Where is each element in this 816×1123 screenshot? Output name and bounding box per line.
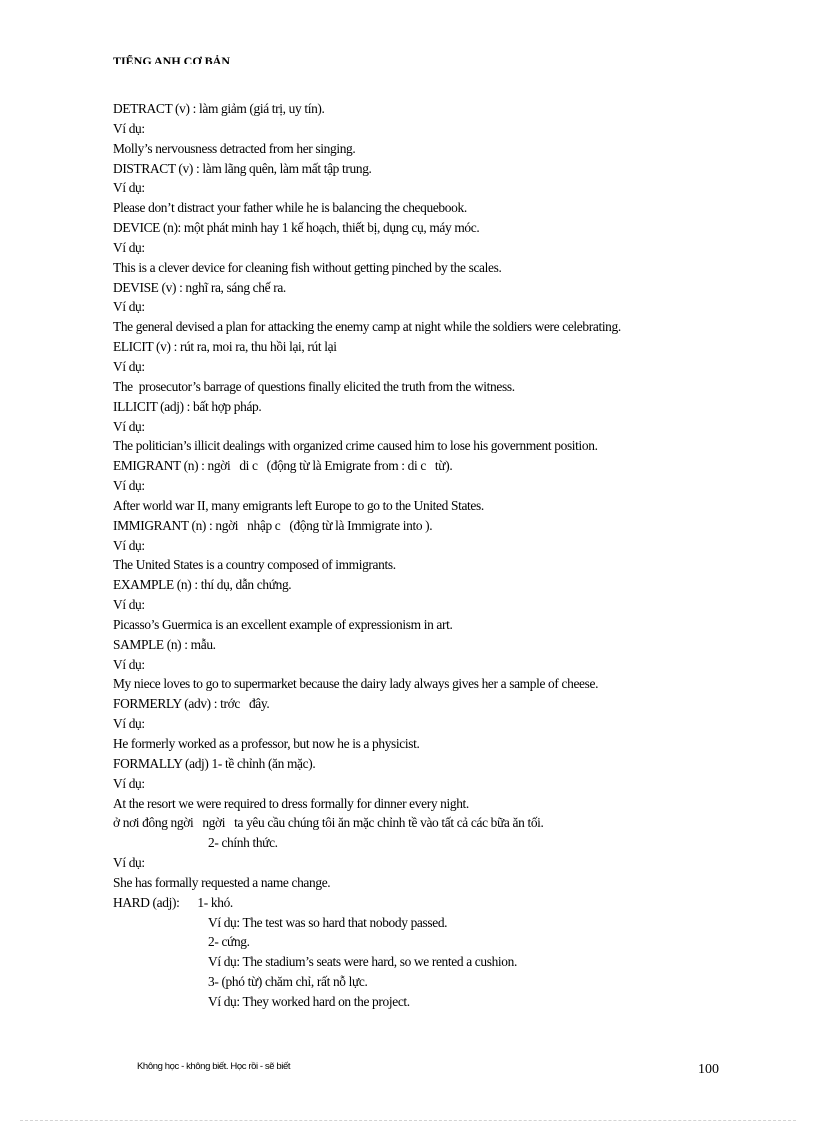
text-line: EMIGRANT (n) : ngời di c (động từ là Emigrate from : di c từ). (113, 458, 453, 474)
text-line: The United States is a country composed of immigrants. (113, 557, 396, 573)
text-line: DEVISE (v) : nghĩ ra, sáng chế ra. (113, 279, 286, 295)
text-line: Ví dụ: (113, 656, 145, 672)
text-line: Ví dụ: They worked hard on the project. (208, 993, 410, 1009)
text-line: The politician’s illicit dealings with organized crime caused him to lose his government position. (113, 438, 598, 454)
text-line: 2- chính thức. (208, 835, 278, 851)
text-line: Ví dụ: (113, 239, 145, 255)
text-line: Molly’s nervousness detracted from her singing. (113, 140, 356, 156)
text-line: Ví dụ: The stadium’s seats were hard, so we rented a cushion. (208, 954, 517, 970)
text-line: Ví dụ: (113, 418, 145, 434)
text-line: Ví dụ: (113, 120, 145, 136)
text-line: 2- cứng. (208, 934, 250, 950)
text-line: HARD (adj): 1- khó. (113, 894, 233, 910)
page-header-title: TIẾNG ANH CƠ BẢN (113, 55, 231, 64)
text-line: DETRACT (v) : làm giảm (giá trị, uy tín). (113, 101, 325, 116)
page-number: 100 (698, 1062, 719, 1077)
text-line: Ví dụ: (113, 775, 145, 791)
page-bottom-divider (20, 1120, 796, 1121)
text-line: At the resort we were required to dress formally for dinner every night. (113, 795, 469, 811)
text-line: ILLICIT (adj) : bất hợp pháp. (113, 398, 262, 414)
text-line: Ví dụ: (113, 358, 145, 374)
text-line: DEVICE (n): một phát minh hay 1 kế hoạch, thiết bị, dụng cụ, máy móc. (113, 220, 480, 236)
text-line: This is a clever device for cleaning fish without getting pinched by the scales. (113, 259, 502, 275)
text-line: Ví dụ: (113, 537, 145, 553)
text-line: After world war II, many emigrants left Europe to go to the United States. (113, 497, 484, 513)
text-line: The prosecutor’s barrage of questions finally elicited the truth from the witness. (113, 378, 515, 394)
text-line: ở nơi đông ngời ngời ta yêu cầu chúng tôi ăn mặc chỉnh tề vào tất cả các bữa ăn tối. (113, 815, 544, 831)
text-line: 3- (phó từ) chăm chỉ, rất nỗ lực. (208, 974, 368, 990)
document-body (113, 99, 773, 1012)
text-line: Ví dụ: (113, 299, 145, 315)
text-line: Ví dụ: (113, 716, 145, 732)
text-line: Ví dụ: (113, 478, 145, 494)
text-line: SAMPLE (n) : mẫu. (113, 636, 216, 652)
text-line: ELICIT (v) : rút ra, moi ra, thu hồi lại, rút lại (113, 339, 337, 355)
text-line: Ví dụ: The test was so hard that nobody passed. (208, 914, 448, 930)
text-line: FORMALLY (adj) 1- tề chỉnh (ăn mặc). (113, 755, 316, 771)
text-line: Ví dụ: (113, 180, 145, 196)
text-line: The general devised a plan for attacking the enemy camp at night while the soldiers were celebrating. (113, 319, 621, 335)
text-line: Ví dụ: (113, 855, 145, 871)
text-line: Ví dụ: (113, 597, 145, 613)
text-line: IMMIGRANT (n) : ngời nhập c (động từ là Immigrate into ). (113, 517, 433, 533)
text-line: FORMERLY (adv) : trớc đây. (113, 696, 270, 712)
text-line: She has formally requested a name change. (113, 874, 331, 890)
text-line: He formerly worked as a professor, but now he is a physicist. (113, 736, 420, 751)
text-line: Please don’t distract your father while he is balancing the chequebook. (113, 200, 467, 216)
text-line: DISTRACT (v) : làm lãng quên, làm mất tập trung. (113, 160, 372, 176)
text-line: EXAMPLE (n) : thí dụ, dẫn chứng. (113, 577, 292, 593)
text-line: My niece loves to go to supermarket because the dairy lady always gives her a sample of cheese. (113, 676, 599, 692)
text-line: Picasso’s Guermica is an excellent example of expressionism in art. (113, 616, 453, 632)
page-footer-text: Không học - không biết. Học rồi - sẽ biết (137, 1061, 291, 1072)
